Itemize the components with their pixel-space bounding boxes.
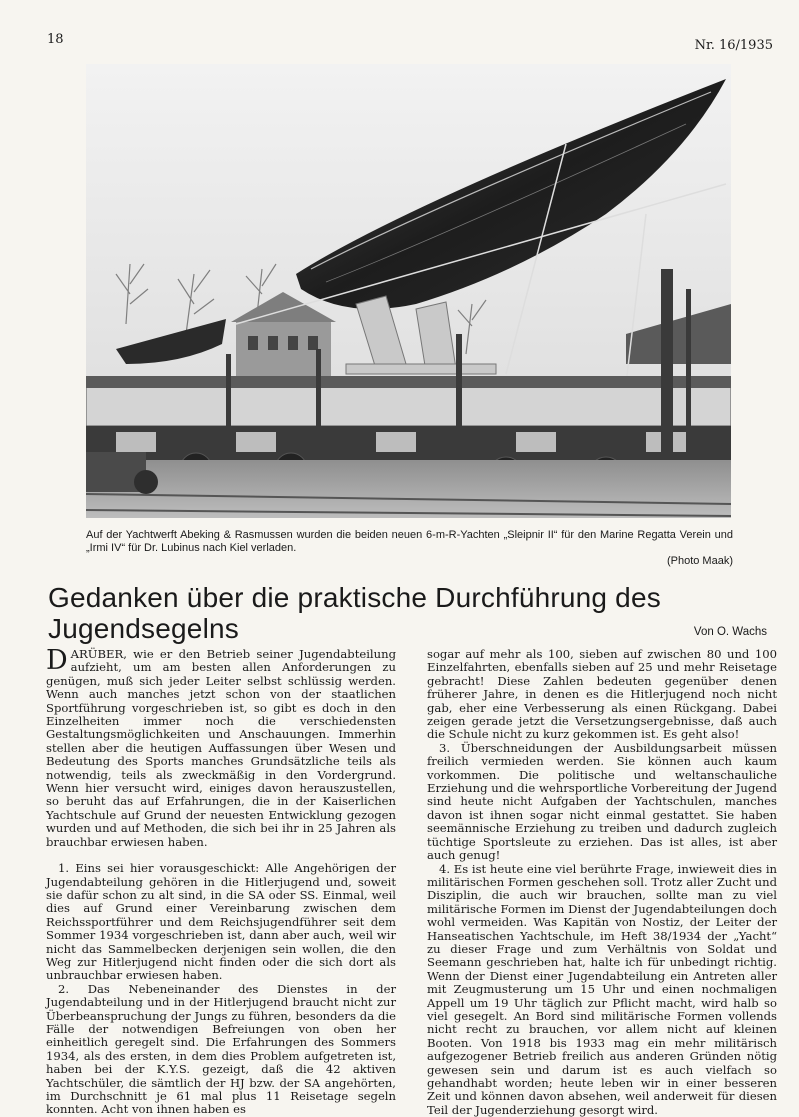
paragraph-intro-text: ARÜBER, wie er den Betrieb seiner Jugendabteilung aufzieht, um am besten allen Anforderungen zu genügen, muß sich jeder Leiter selbst schlüssig werden. Wenn auch manches jetzt schon von der staatlichen Sportführung vorgeschrieben ist, so gibt es doch in den Einzelheiten immer noch die verschiedensten Gestaltungsmöglichkeiten und Anschauungen. Immerhin stellen aber die heutigen Auffassungen über Wesen und Bedeutung des Sports manches Grundsätzliche teils als notwendig, teils als zweckmäßig in den Vordergrund. Wenn hier versucht wird, einiges davon herauszustellen, so beruht das auf Erfahrungen, die in der Kaiserlichen Yachtschule auf Grund der neuesten Entwicklung gezogen wurden und auf Methoden, die sich bei ihr in 25 Jahren als brauchbar erwiesen haben. — [46, 647, 396, 849]
article-author: Von O. Wachs — [694, 626, 767, 638]
caption-text: Auf der Yachtwerft Abeking & Rasmussen wurden die beiden neuen 6-m-R-Yachten „Sleipnir II“ für den Marine Regatta Verein und „Irmi IV“ für Dr. Lubinus nach Kiel verladen. — [86, 529, 733, 554]
photo-credit: (Photo Maak) — [86, 555, 733, 568]
paragraph-3: 3. Überschneidungen der Ausbildungsarbeit müssen freilich vermieden werden. Sie können auch kaum vorkommen. Die politische und weltanschauliche Erziehung und die wehrsportliche Vorbereitung der Jugend sind heute nicht Aufgaben der Yachtschulen, manches davon ist ihnen sogar nicht einmal gestattet. Sie haben seemännische Erziehung zu treiben und dadurch zugleich tüchtige Sportsleute zu erziehen. Das ist alles, ist aber auch genug! — [427, 742, 777, 863]
paragraph-intro — [46, 648, 396, 849]
yacht-photo — [86, 64, 731, 518]
yacht-photo-illustration — [86, 64, 731, 518]
issue-label: Nr. 16/1935 — [695, 38, 773, 53]
right-column — [427, 648, 777, 1117]
photo-caption — [86, 529, 733, 568]
paragraph-2: 2. Das Nebeneinander des Dienstes in der Jugendabteilung und in der Hitlerjugend braucht nicht zur Überbeanspruchung der Jungs zu führen, besonders da die Fälle der notwendigen Befreiungen von oben her einheitlich geregelt sind. Die Erfahrungen des Sommers 1934, als des ersten, in dem dies Problem aufgetreten ist, haben bei der K.Y.S. gezeigt, daß die 42 aktiven Yachtschüler, die sämtlich der HJ bzw. der SA angehörten, im Durchschnitt je 61 mal plus 11 Reisetage segeln konnten. Acht von ihnen haben es — [46, 983, 396, 1117]
drop-cap: D — [46, 649, 68, 673]
paragraph-4: 4. Es ist heute eine viel berührte Frage, inwieweit dies in militärischen Formen geschehen soll. Trotz aller Zucht und Disziplin, die auch wir brauchen, sollte man zu viel militärische Formen im Dienst der Jugendabteilungen doch wohl vermeiden. Was Kapitän von Nostiz, der Leiter der Hanseatischen Yachtschule, im Heft 38/1934 der „Yacht“ zu dieser Frage und zum Verhältnis von Soldat und Seemann geschrieben hat, halte ich für unbedingt richtig. Wenn der Dienst einer Jugendabteilung ein Antreten aller mit Zeugmusterung um 15 Uhr und einen nochmaligen Appell um 19 Uhr täglich zur Pflicht macht, wird halb so viel gesegelt. An Bord sind militärische Formen vollends nicht recht zu brauchen, vor allem nicht auf kleinen Booten. Von 1918 bis 1933 mag ein mehr militärisch aufgezogener Betrieb freilich aus anderen Gründen nötig gewesen sein und darum ist es auch vielfach so gehandhabt worden; heute leben wir in einer besseren Zeit und können davon absehen, weil anderweit für diesen Teil der Jugenderziehung gesorgt wird. — [427, 863, 777, 1117]
article-title: Gedanken über die praktische Durchführung des Jugendsegelns — [48, 582, 776, 644]
page-number: 18 — [47, 32, 64, 47]
paragraph-1: 1. Eins sei hier vorausgeschickt: Alle Angehörigen der Jugendabteilung gehören in die Hitlerjugend und, soweit sie dafür schon zu alt sind, in die SA oder SS. Einmal, weil dies auf Grund einer Vereinbarung zwischen dem Reichssportführer und dem Reichsjugendführer seit dem Sommer 1934 vorgeschrieben ist, dann aber auch, weil wir nicht das Sammelbecken derjenigen sein wollen, die den Weg zur Hitlerjugend nicht finden oder die sich dort als unbrauchbar erwiesen haben. — [46, 862, 396, 983]
paragraph-2-cont: sogar auf mehr als 100, sieben auf zwischen 80 und 100 Einzelfahrten, ebenfalls sieben auf 25 und mehr Reisetage gebracht! Diese Zahlen bedeuten gegenüber denen früherer Jahre, in denen es die Hitlerjugend noch nicht gab, eher eine Verbesserung als einen Rückgang. Dabei zeigen gerade jetzt die Versetzungsergebnisse, daß auch die Schule nicht zu kurz gekommen ist. Es geht also! — [427, 648, 777, 742]
left-column — [46, 648, 396, 1117]
